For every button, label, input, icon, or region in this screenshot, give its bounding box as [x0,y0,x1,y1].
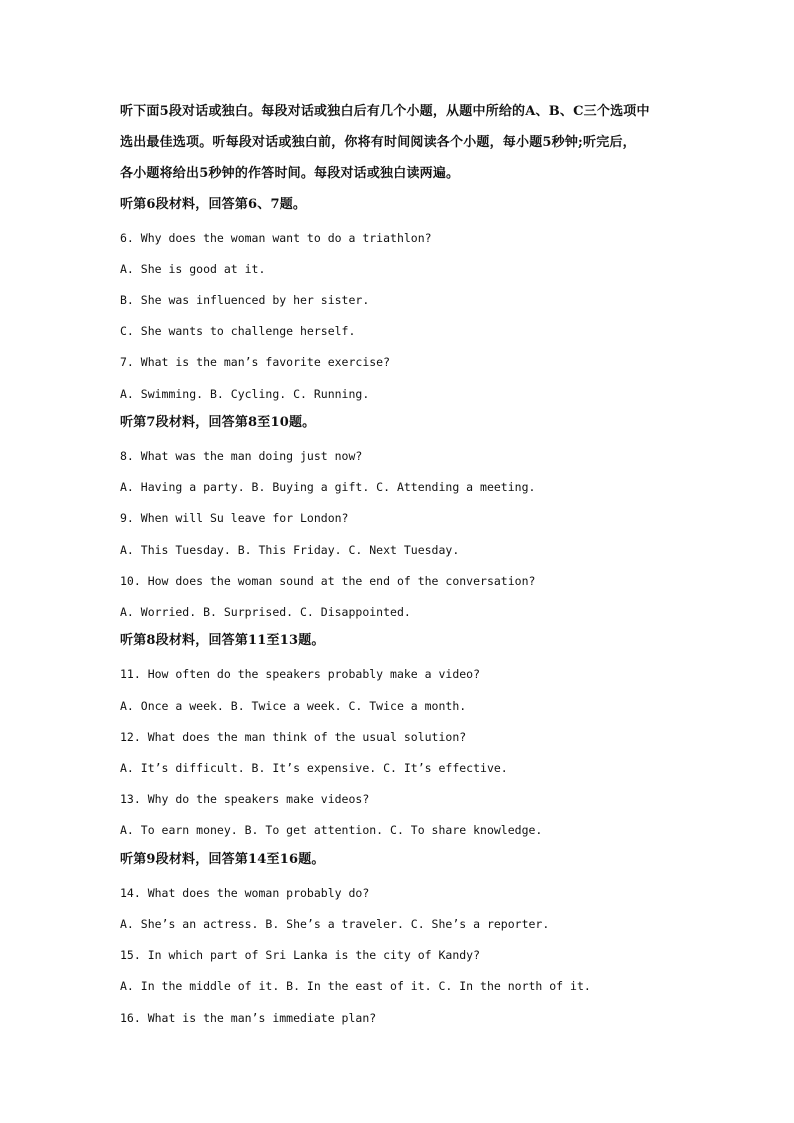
question-10-options: A. Worried. B. Surprised. C. Disappointed. [120,605,411,619]
question-12: 12. What does the man think of the usual solution? [120,730,467,744]
question-15: 15. In which part of Sri Lanka is the city of Kandy? [120,948,481,962]
question-9-options: A. This Tuesday. B. This Friday. C. Next Tuesday. [120,543,460,557]
question-6-option-c: C. She wants to challenge herself. [120,324,356,338]
question-10: 10. How does the woman sound at the end of the conversation? [120,574,536,588]
question-6-option-a: A. She is good at it. [120,262,266,276]
question-15-options: A. In the middle of it. B. In the east of it. C. In the north of it. [120,979,591,993]
question-6: 6. Why does the woman want to do a triathlon? [120,231,432,245]
question-14-options: A. She’s an actress. B. She’s a traveler. C. She’s a reporter. [120,917,550,931]
question-13-options: A. To earn money. B. To get attention. C. To share knowledge. [120,823,543,837]
question-7-options: A. Swimming. B. Cycling. C. Running. [120,387,370,401]
question-8: 8. What was the man doing just now? [120,449,363,463]
question-12-options: A. It’s difficult. B. It’s expensive. C. It’s effective. [120,761,508,775]
question-14: 14. What does the woman probably do? [120,886,370,900]
question-6-option-b: B. She was influenced by her sister. [120,293,370,307]
section-7-heading: 听第7段材料，回答第8至10题。 [120,415,316,430]
question-16: 16. What is the man’s immediate plan? [120,1011,377,1025]
question-13: 13. Why do the speakers make videos? [120,792,370,806]
question-8-options: A. Having a party. B. Buying a gift. C. Attending a meeting. [120,480,536,494]
section-9-heading: 听第9段材料，回答第14至16题。 [120,852,325,867]
section-8-heading: 听第8段材料，回答第11至13题。 [120,633,325,648]
instructions-line-2: 选出最佳选项。听每段对话或独白前，你将有时间阅读各个小题，每小题5秒钟;听完后， [120,135,636,150]
question-9: 9. When will Su leave for London? [120,511,349,525]
question-11: 11. How often do the speakers probably make a video? [120,667,481,681]
question-7: 7. What is the man’s favorite exercise? [120,355,391,369]
question-11-options: A. Once a week. B. Twice a week. C. Twice a month. [120,699,467,713]
instructions-line-1: 听下面5段对话或独白。每段对话或独白后有几个小题，从题中所给的A、B、C三个选项中 [120,104,650,119]
section-6-heading: 听第6段材料，回答第6、7题。 [120,197,307,212]
instructions-line-3: 各小题将给出5秒钟的作答时间。每段对话或独白读两遍。 [120,166,460,181]
